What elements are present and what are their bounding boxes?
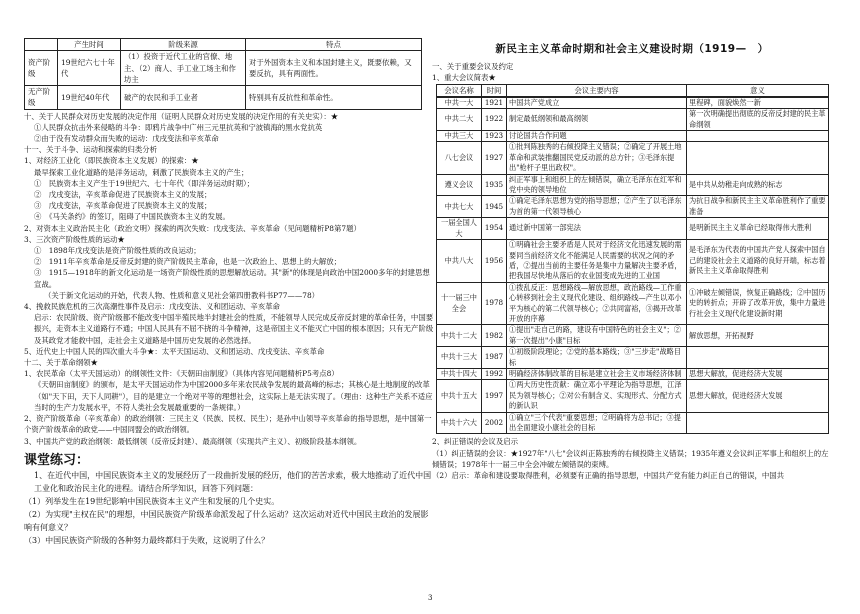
- paragraph: 1、农民革命（太平天国运动）的纲领性文件：《天朝田亩制度》（具体内容见问题精析P5考点8）: [24, 369, 339, 379]
- table-cell: （1）投资于近代工业的官僚、地主、（2）商人、手工业工场主和作坊主: [121, 51, 246, 86]
- table-cell: 破产的农民和手工业者: [121, 86, 246, 109]
- subheading: 一、关于重要会议及约定: [432, 62, 514, 72]
- header-cell: 特点: [246, 39, 422, 51]
- table-cell: 八七会议: [437, 142, 482, 174]
- table-row: [437, 131, 829, 142]
- header-cell: 会议主要内容: [507, 84, 687, 96]
- table-cell: [687, 142, 829, 174]
- class-table: [24, 38, 422, 110]
- table-cell: ①冲破左倾错误，恢复正确路线；②中国历史的转折点；开辟了改革开放，集中力量进行社会主义现代化建设新时期: [687, 282, 829, 325]
- table-cell: 是毛泽东为代表的中国共产党人探索中国自己的建设社会主义道路的良好开端，标志着新民主主义革命取得胜利: [687, 240, 829, 283]
- page-number: 3: [428, 594, 433, 602]
- table-cell: 1954: [482, 218, 507, 240]
- table-cell: 一届全国人大: [437, 218, 482, 240]
- paragraph: 十一、关于斗争、运动和探索的归类分析: [24, 145, 158, 155]
- right-column: [432, 0, 832, 481]
- table-row: [437, 97, 829, 108]
- table-row: [437, 368, 829, 379]
- table-cell: 19世纪40年代: [58, 86, 121, 109]
- table-cell: 中国共产党成立: [507, 97, 687, 108]
- table-cell: 1956: [482, 240, 507, 283]
- table-cell: 中共十六大: [437, 412, 482, 434]
- table-cell: 是中共从幼稚走向成熟的标志: [687, 174, 829, 196]
- table-cell: ①批判陈独秀的右倾投降主义错误；②确定了开展土地革命和武装推翻国民党反动派的总方针；③毛泽东提出"枪杆子里出政权"。: [507, 142, 687, 174]
- table-row: [437, 218, 829, 240]
- table-cell: 讨论国共合作问题: [507, 131, 687, 142]
- table-cell: 对于外国资本主义和本国封建主义，既要依赖，又要反抗，具有两面性。: [246, 51, 422, 86]
- table-cell: ①提出"走自己的路，建设有中国特色的社会主义"；②第一次提出"小康"目标: [507, 325, 687, 347]
- header-cell: 意义: [687, 84, 829, 96]
- table-row: [437, 142, 829, 174]
- table-cell: ①拨乱反正：思想路线—解放思想，政治路线—工作重心转移到社会主义现代化建设、组织路线—产生以邓小平为核心的第二代领导核心；②共同富裕，③揭开改革开放的序幕: [507, 282, 687, 325]
- table-cell: 中共十四大: [437, 368, 482, 379]
- practice-title: 课堂练习：: [24, 452, 90, 468]
- table-cell: 明确经济体制改革的目标是建立社会主义市场经济体制: [507, 368, 687, 379]
- subheading: 1、重大会议简表★: [432, 73, 496, 83]
- table-cell: 1987: [482, 347, 507, 369]
- table-cell: 19世纪六七十年代: [58, 51, 121, 86]
- paragraph: ① 1898年戊戌变法是资产阶级性质的改良运动；: [34, 246, 201, 256]
- practice-text: [24, 469, 436, 547]
- table-cell: [687, 412, 829, 434]
- paragraph: ②由于没有发动群众而失败的运动：戊戌变法和辛亥革命: [34, 134, 219, 144]
- table-cell: ①确立"三个代表"重要思想；②明确将为总书记；③提出全面建设小康社会的目标: [507, 412, 687, 434]
- table-cell: 思想大解放，促进经济大发展: [687, 368, 829, 379]
- table-cell: 特别具有反抗性和革命性。: [246, 86, 422, 109]
- paragraph: （2）为实现"主权在民"的理想，中国民族资产阶级革命派发起了什么运动？这次运动对近代中国民主政治的发展影响有何意义？: [24, 509, 429, 532]
- table-cell: 1935: [482, 174, 507, 196]
- table-cell: 1978: [482, 282, 507, 325]
- paragraph: 1、对经济工业化（即民族资本主义发展）的探索：★: [24, 156, 199, 166]
- table-cell: 1922: [482, 109, 507, 131]
- paragraph: 十、关于人民群众对历史发展的决定作用（证明人民群众对历史发展的决定作用的有关史实）：★: [24, 111, 339, 121]
- table-cell: 思想大解放，促进经济大发展: [687, 380, 829, 412]
- table-cell: [687, 131, 829, 142]
- header-cell: [25, 39, 58, 51]
- table-cell: 中共八大: [437, 240, 482, 283]
- paragraph: 5、近代史上中国人民的四次重大斗争★：太平天国运动、义和团运动、戊戌变法、辛亥革命: [24, 346, 325, 356]
- header-cell: 阶级来源: [121, 39, 246, 51]
- table-row: [25, 51, 422, 86]
- header-cell: 会议名称: [437, 84, 482, 96]
- paragraph: （1）纠正错误的会议：★1927年"八七"会议纠正陈独秀的右倾投降主义错误；1935年遵义会议纠正军事上和组织上的左倾错误；1978年十一届三中全会冲破左倾错误的束缚。: [432, 448, 829, 469]
- table-cell: 里程碑，面貌焕然一新: [687, 97, 829, 108]
- header-cell: 产生时间: [58, 39, 121, 51]
- table-cell: ①确定毛泽东思想为党的指导思想；②产生了以毛泽东为首的第一代领导核心: [507, 196, 687, 218]
- table-cell: 资产阶级: [25, 51, 58, 86]
- paragraph: （关于新文化运动的开始，代表人物、性质和意义见社会第四册教科书P77——78）: [44, 290, 320, 300]
- paragraph: 《天朝田亩制度》的颁布，是太平天国运动作为中国2000多年来农民战争发展的最高峰的标志；其核心是土地制度的改革（如"天下田，天下人同耕"），目的是建立一个绝对平等的理想社会，这实际上是无法实现了。（理由：这种生产关系不适应当时的生产力发展水平，不符人类社会发展最重要的一条规律。）: [34, 380, 433, 412]
- paragraph: ④ 《马关条约》的签订，阻碍了中国民族资本主义的发展。: [34, 212, 230, 222]
- table-row: [437, 174, 829, 196]
- table-row: [437, 347, 829, 369]
- table-row: [437, 412, 829, 434]
- paragraph: ③ 1915—1918年的新文化运动是一场资产阶级性质的思想解放运动。其"新"的体现是向政治中国2000多年的封建思想宣战。: [34, 268, 430, 289]
- paragraph: ① 民族资本主义产生于19世纪六、七十年代（即洋务运动时期）；: [34, 178, 255, 188]
- paragraph: 启示：农民阶级、资产阶级都不能改变中国半殖民地半封建社会的性质，不能领导人民完成反帝反封建的革命任务，中国要振兴，走资本主义道路行不通；中国人民具有不屈不挠的斗争精神，这是帝国主义不能灭亡中国的根本原因；只有无产阶级及其政党才能救中国，走社会主义道路是中国历史发展的必然选择。: [34, 313, 434, 345]
- table-cell: 无产阶级: [25, 86, 58, 109]
- left-column: [24, 0, 436, 547]
- paragraph: 1、在近代中国，中国民族资本主义的发展经历了一段曲折发展的经历，他们的苦苦求索，极大地推动了近代中国工业化和政治民主化的进程。请结合所学知识，回答下列问题：: [34, 470, 432, 493]
- paragraph: ③ 戊戌变法，辛亥革命促进了民族资本主义的发展；: [34, 201, 212, 211]
- table-cell: 为抗日战争和新民主主义革命胜利作了重要准备: [687, 196, 829, 218]
- table-cell: 遵义会议: [437, 174, 482, 196]
- paragraph: 2、对资本主义政治民主化（政治文明）探索的两次失败：戊戌变法、辛亥革命（见问题精析P8第7题）: [24, 223, 361, 233]
- table-cell: 1992: [482, 368, 507, 379]
- table-row: [437, 282, 829, 325]
- paragraph: 4、挽救民族危机的三次高潮性事件及启示：戊戌变法、义和团运动、辛亥革命: [24, 302, 280, 312]
- table-cell: 中共二大: [437, 109, 482, 131]
- paragraph: 3、三次资产阶级性质的运动★: [24, 234, 125, 244]
- paragraph: 3、中国共产党的政治纲领：最低纲领（反帝反封建）、最高纲领（实现共产主义）、初级阶段基本纲领。: [24, 436, 362, 446]
- table-row: [25, 86, 422, 109]
- header-cell: 时间: [482, 84, 507, 96]
- paragraph: 十二、关于革命纲领★: [24, 358, 98, 368]
- table-cell: 中共一大: [437, 97, 482, 108]
- paragraph: ② 1911年辛亥革命是反帝反封建的资产阶级民主革命，也是一次政治上、思想上的大解放；: [34, 257, 342, 267]
- table-cell: 第一次明确提出彻底的反帝反封建的民主革命纲领: [687, 109, 829, 131]
- table-cell: 1945: [482, 196, 507, 218]
- table-cell: 中共三大: [437, 131, 482, 142]
- table-cell: 1982: [482, 325, 507, 347]
- table-cell: ①两大历史性贡献：确立邓小平理论为指导思想，江泽民为领导核心；②对公有制含义、实现形式、分配方式的新认识: [507, 380, 687, 412]
- table-cell: 中共七大: [437, 196, 482, 218]
- meeting-table: [436, 84, 829, 97]
- table-row: [437, 109, 829, 131]
- paragraph: （2）启示：革命和建设要取得胜利，必须要有正确的指导思想，中国共产党有能力纠正自己的错误，中国共: [432, 471, 785, 481]
- table-header-row: [25, 39, 422, 51]
- table-cell: 纠正军事上和组织上的左倾错误，确立毛泽东在红军和党中央的领导地位: [507, 174, 687, 196]
- section-title: 新民主主义革命时期和社会主义建设时期（1919— ）: [495, 43, 769, 55]
- table-row: [437, 196, 829, 218]
- table-cell: 制定最低纲领和最高纲领: [507, 109, 687, 131]
- table-cell: 十一届三中全会: [437, 282, 482, 325]
- table-cell: 是明新民主主义革命已经取得伟大胜利: [687, 218, 829, 240]
- paragraph: ② 戊戌变法，辛亥革命促进了民族资本主义的发展；: [34, 190, 212, 200]
- left-text: [24, 111, 436, 447]
- table-cell: 中共十二大: [437, 325, 482, 347]
- meeting-table-body: [436, 97, 829, 435]
- table-cell: 1923: [482, 131, 507, 142]
- table-cell: 中共十三大: [437, 347, 482, 369]
- paragraph: ①人民群众抗击外来侵略的斗争：即鸦片战争中广州三元里抗英和宁波镇海的黑水党抗英: [34, 122, 323, 132]
- table-cell: ①初级阶段理论；②党的基本路线；③"三步走"战略目标: [507, 347, 687, 369]
- table-row: [437, 380, 829, 412]
- table-row: [437, 325, 829, 347]
- subheading: 2、纠正错误的会议及启示: [432, 437, 519, 447]
- paragraph: 最早探索工业化道路的是洋务运动，刺激了民族资本主义的产生；: [34, 167, 249, 177]
- table-cell: 2002: [482, 412, 507, 434]
- paragraph: 2、资产阶级革命（辛亥革命）的政治纲领：三民主义（民族、民权、民生）；是孙中山领导辛亥革命的指导思想，是中国第一个资产阶级革命的政党——中国同盟会的政治纲领。: [24, 414, 432, 435]
- table-cell: 1921: [482, 97, 507, 108]
- table-cell: 1997: [482, 380, 507, 412]
- table-cell: 解放思想，开拓视野: [687, 325, 829, 347]
- table-cell: [687, 347, 829, 369]
- table-row: [437, 240, 829, 283]
- table-cell: 中共十五大: [437, 380, 482, 412]
- table-cell: 通过新中国第一部宪法: [507, 218, 687, 240]
- paragraph: （3）中国民族资产阶级的各种努力最终都归于失败，这说明了什么？: [24, 535, 270, 545]
- table-cell: 1927: [482, 142, 507, 174]
- paragraph: （1）列举发生在19世纪影响中国民族资本主义产生和发展的几个史实。: [24, 496, 280, 506]
- table-cell: ①明确社会主要矛盾是人民对于经济文化迅速发展的需要同当前经济文化不能满足人民需要的状况之间的矛盾，②提出当前的主要任务是集中力量解决主要矛盾，把我国尽快地从落后的农业国变成先进的工业国: [507, 240, 687, 283]
- table-header-row: [437, 84, 829, 96]
